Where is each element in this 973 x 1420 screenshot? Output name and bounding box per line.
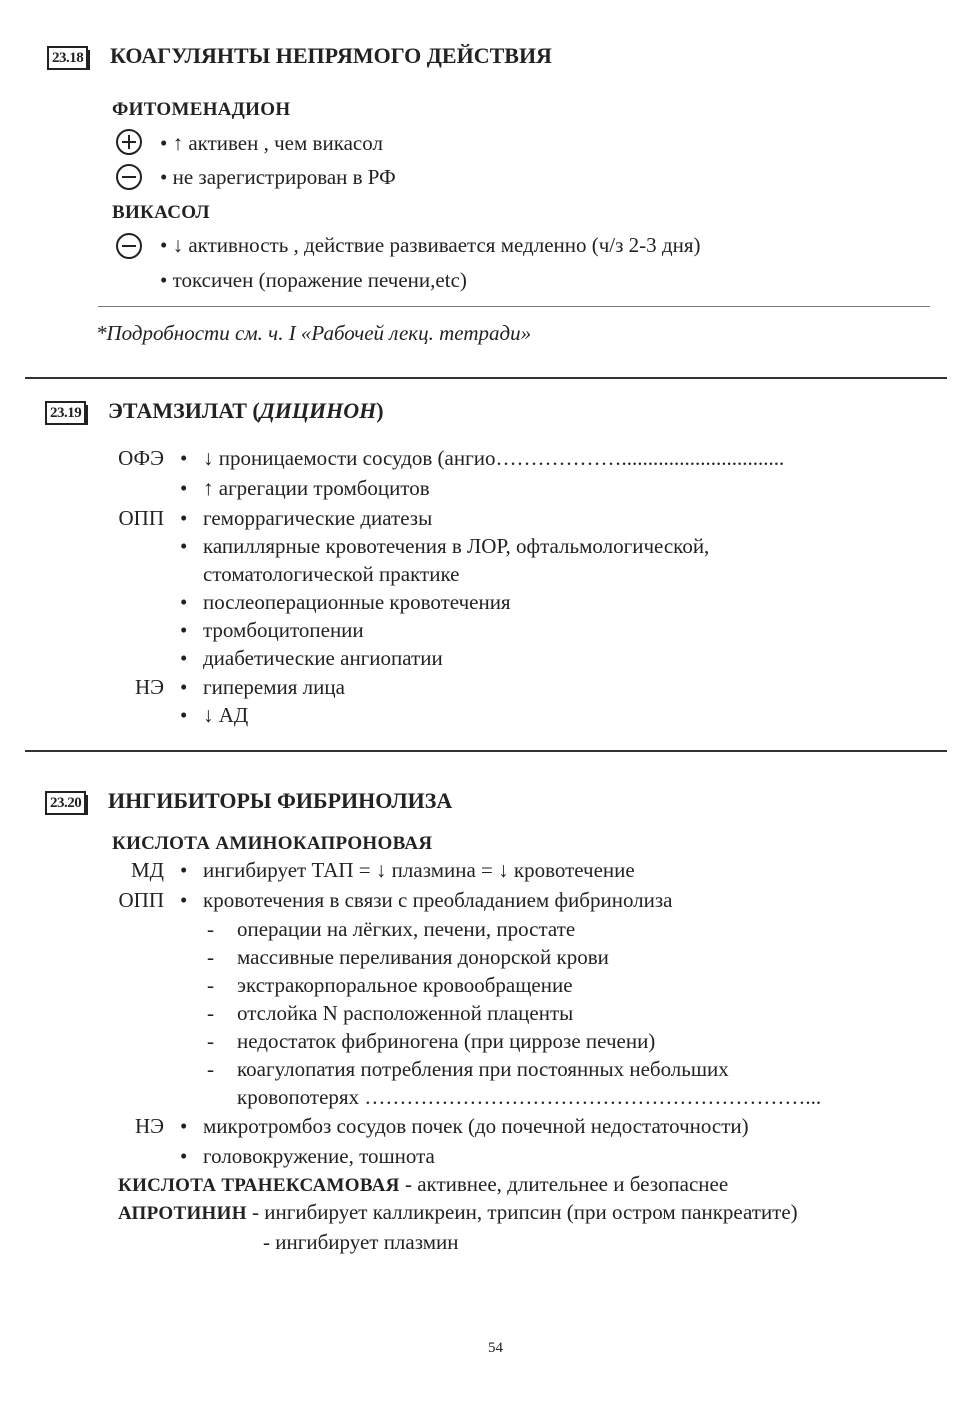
list-item: ↑ агрегации тромбоцитов: [203, 476, 430, 500]
list-item: геморрагические диатезы: [203, 506, 433, 530]
bullet: •: [180, 618, 188, 642]
list-item: ↓ АД: [203, 703, 249, 727]
bullet: •: [180, 675, 188, 699]
sub-list-item: коагулопатия потребления при постоянных небольших: [237, 1057, 729, 1081]
drug-line: [118, 1170, 728, 1200]
sub-list-item: операции на лёгких, печени, простате: [237, 917, 576, 941]
list-item: гиперемия лица: [203, 675, 345, 699]
section-title: ЭТАМЗИЛАТ (ДИЦИНОН): [108, 398, 384, 423]
label-opp: ОПП: [118, 506, 164, 530]
sub-list-item-continuation: кровопотерях ………………………………………………………...: [237, 1085, 822, 1109]
bullet: •: [180, 590, 188, 614]
list-item: тромбоцитопении: [203, 618, 364, 642]
drug-name: ФИТОМЕНАДИОН: [112, 99, 291, 120]
list-item: диабетические ангиопатии: [203, 646, 443, 670]
minus-icon: [116, 233, 142, 259]
disadvantage-text: • не зарегистрирован в РФ: [160, 165, 396, 189]
bullet: •: [180, 1144, 188, 1168]
drug-name: КИСЛОТА ТРАНЕКСАМОВАЯ: [118, 1175, 400, 1196]
sub-list-item: экстракорпоральное кровообращение: [237, 973, 573, 997]
dash: -: [207, 945, 214, 969]
drug-name: АПРОТИНИН: [118, 1203, 247, 1224]
section-number-badge: 23.19: [45, 401, 86, 425]
list-item: ингибирует ТАП = ↓ плазмина = ↓ кровотечение: [203, 858, 635, 882]
bullet: •: [180, 1114, 188, 1138]
dash: -: [207, 1057, 214, 1081]
section-number-badge: 23.20: [45, 791, 86, 815]
sub-list-item: массивные переливания донорской крови: [237, 945, 609, 969]
bullet: •: [180, 646, 188, 670]
disadvantage-text: • токсичен (поражение печени,etc): [160, 268, 467, 292]
bullet: •: [180, 506, 188, 530]
section-title: ИНГИБИТОРЫ ФИБРИНОЛИЗА: [108, 788, 453, 813]
dash: -: [207, 917, 214, 941]
drug-description: - ингибирует плазмин: [263, 1230, 459, 1254]
label-ofe: ОФЭ: [118, 446, 164, 470]
section-title: КОАГУЛЯНТЫ НЕПРЯМОГО ДЕЙСТВИЯ: [110, 43, 552, 68]
drug-description: - ингибирует калликреин, трипсин (при остром панкреатите): [246, 1200, 798, 1224]
disadvantage-text: • ↓ активность , действие развивается медленно (ч/з 2-3 дня): [160, 233, 701, 257]
dash: -: [207, 1001, 214, 1025]
bullet: •: [180, 446, 188, 470]
sub-list-item: отслойка N расположенной плаценты: [237, 1001, 574, 1025]
list-item: головокружение, тошнота: [203, 1144, 435, 1168]
label-opp: ОПП: [118, 888, 164, 912]
section-divider: [25, 750, 947, 752]
advantage-text: • ↑ активен , чем викасол: [160, 131, 383, 155]
section-number-badge: 23.18: [47, 46, 88, 70]
plus-icon: [116, 129, 142, 155]
page-number: 54: [488, 1340, 503, 1356]
bullet: •: [180, 703, 188, 727]
footnote-divider: [98, 306, 930, 307]
sub-list-item: недостаток фибриногена (при циррозе печени): [237, 1029, 656, 1053]
list-item-continuation: стоматологической практике: [203, 562, 460, 586]
dash: -: [207, 1029, 214, 1053]
drug-line: [118, 1198, 798, 1228]
label-ne: НЭ: [134, 1114, 164, 1138]
dash: -: [207, 973, 214, 997]
bullet: •: [180, 534, 188, 558]
list-item: микротромбоз сосудов почек (до почечной недостаточности): [203, 1114, 749, 1138]
bullet: •: [180, 858, 188, 882]
drug-name: КИСЛОТА АМИНОКАПРОНОВАЯ: [112, 833, 433, 854]
bullet: •: [180, 476, 188, 500]
list-item: капиллярные кровотечения в ЛОР, офтальмологической,: [203, 534, 710, 558]
section-divider: [25, 377, 947, 379]
label-ne: НЭ: [134, 675, 164, 699]
drug-description: - активнее, длительнее и безопаснее: [399, 1172, 729, 1196]
footnote: *Подробности см. ч. I «Рабочей лекц. тетради»: [96, 321, 532, 345]
list-item: кровотечения в связи с преобладанием фибринолиза: [203, 888, 673, 912]
list-item: ↓ проницаемости сосудов (ангио………………...............................: [203, 446, 785, 470]
drug-name: ВИКАСОЛ: [112, 202, 210, 223]
bullet: •: [180, 888, 188, 912]
minus-icon: [116, 164, 142, 190]
list-item: послеоперационные кровотечения: [203, 590, 511, 614]
label-md: МД: [131, 858, 164, 882]
